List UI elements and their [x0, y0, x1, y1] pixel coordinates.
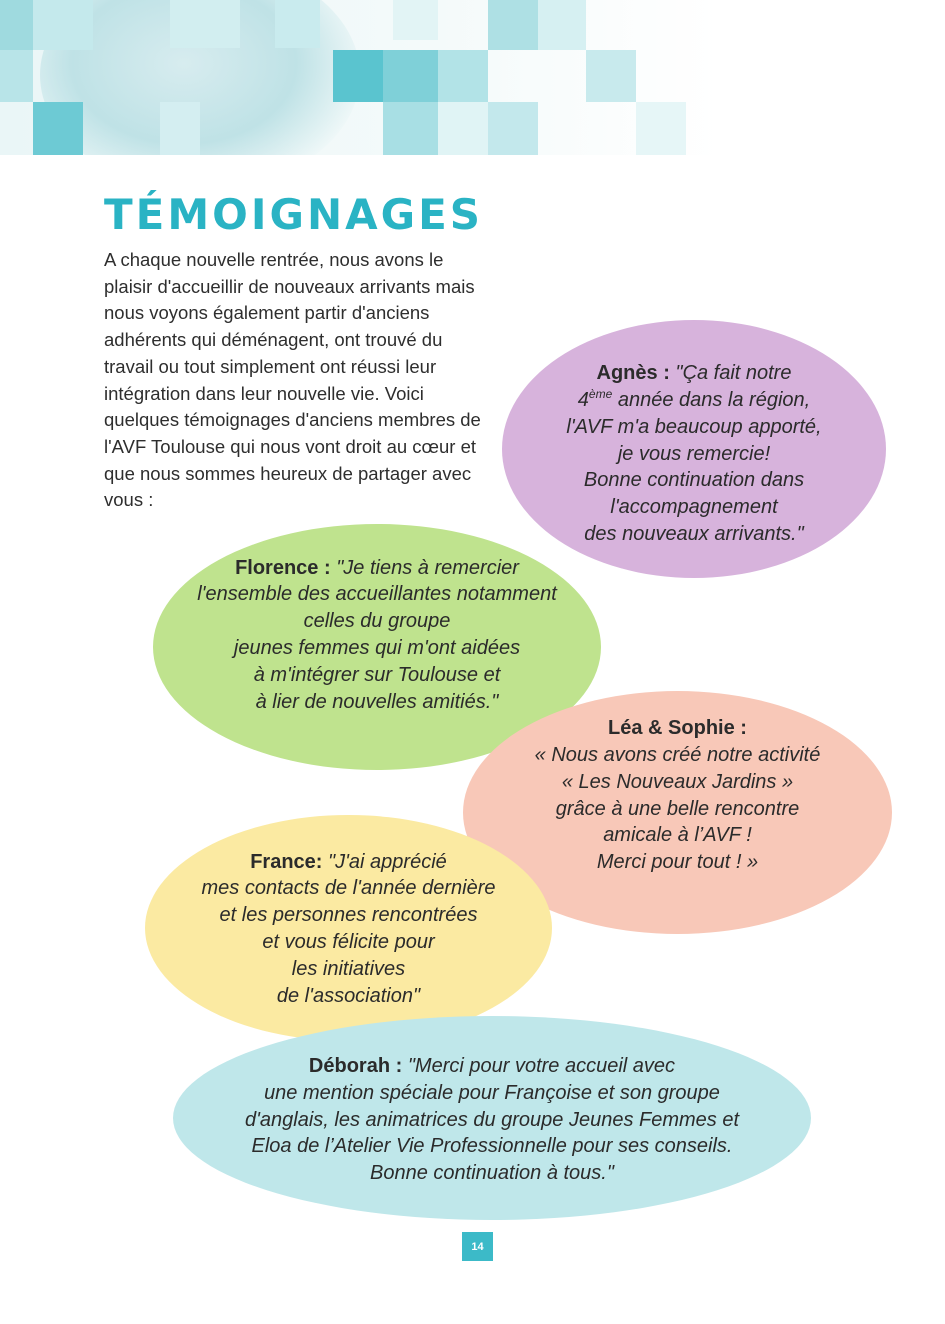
page-title: TÉMOIGNAGES: [104, 190, 484, 239]
intro-paragraph: A chaque nouvelle rentrée, nous avons le plaisir d'accueillir de nouveaux arrivants mais nous voyons également partir d'anciens adhérents qui déménagent, ont trouvé du travail ou tout simplement ont réussi leur intégration dans leur nouvelle vie. Voici quelques témoignages d'anciens membres de l'AVF Toulouse qui nous vont droit au cœur et que nous sommes heureux de partager avec vous :: [104, 249, 481, 511]
testimonial-text: Léa & Sophie : « Nous avons créé notre activité « Les Nouveaux Jardins » grâce à une belle rencontre amicale à l’AVF ! Merci pour tout ! »: [534, 717, 821, 874]
page-number: 14: [462, 1232, 493, 1261]
testimonial-text: Agnès : "Ça fait notre 4ème année dans la région, l'AVF m'a beaucoup apporté, je vous remercie! Bonne continuation dans l'accompagnement des nouveaux arrivants.": [566, 362, 822, 545]
testimonial-bubble-agnes: [502, 320, 886, 578]
testimonial-text: Florence : "Je tiens à remercier l'ensemble des accueillantes notamment celles du groupe jeunes femmes qui m'ont aidées à m'intégrer sur Toulouse et à lier de nouvelles amitiés.": [197, 556, 557, 713]
header-banner: [0, 0, 720, 155]
testimonial-bubble-deborah: [173, 1016, 811, 1220]
testimonial-bubble-france: [145, 815, 552, 1041]
testimonial-text: Déborah : "Merci pour votre accueil avec une mention spéciale pour Françoise et son groupe d'anglais, les animatrices du groupe Jeunes Femmes et Eloa de l’Atelier Vie Professionnelle pour ses conseils. Bonne continuation à tous.": [244, 1055, 740, 1185]
testimonial-text: France: "J'ai apprécié mes contacts de l'année dernière et les personnes rencontrées et vous félicite pour les initiatives de l'association": [201, 850, 496, 1007]
